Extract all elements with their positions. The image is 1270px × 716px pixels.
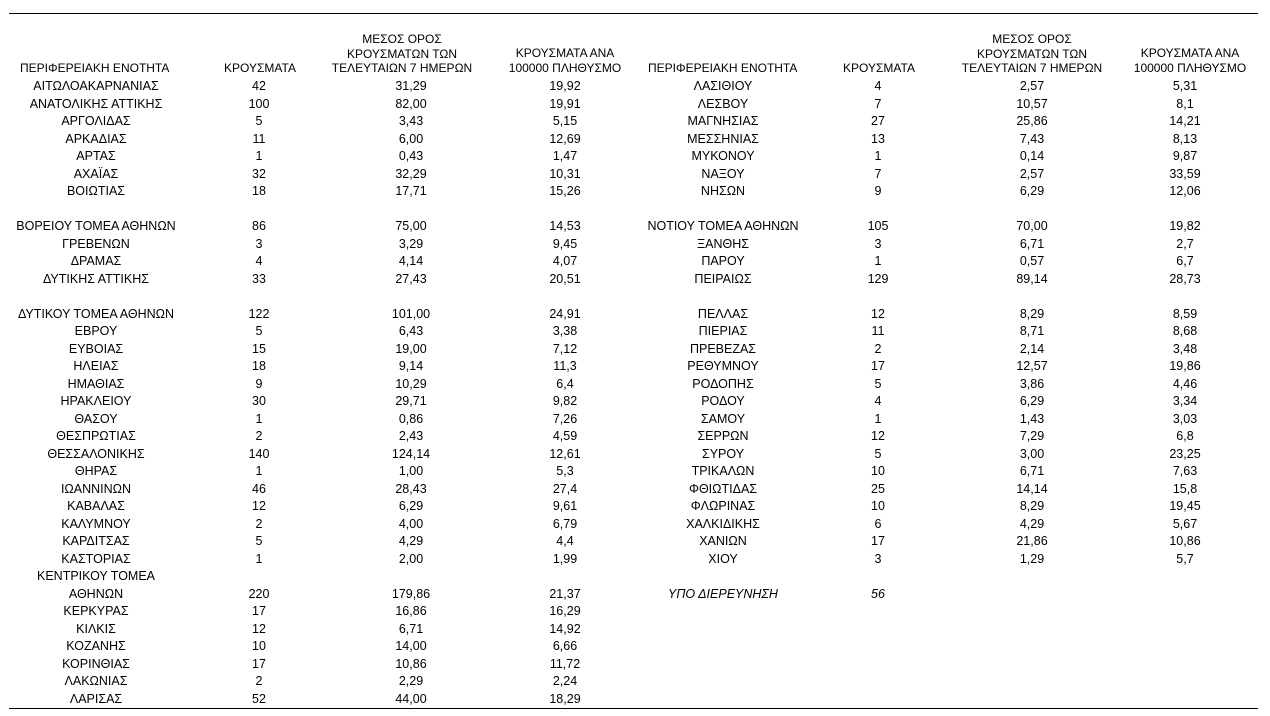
left-cell-cases: 11 xyxy=(252,131,266,146)
right-cell-avg7: 6,71 xyxy=(1019,236,1045,251)
left-cell-per100k: 9,61 xyxy=(552,499,578,513)
left-cell-per100k: 4,07 xyxy=(552,254,578,268)
left-cell-per100k: 3,38 xyxy=(552,324,578,338)
right-cell-avg7: 0,57 xyxy=(1019,254,1045,268)
left-cell-avg7: 9,14 xyxy=(398,359,424,373)
right-cell-region: ΛΕΣΒΟΥ xyxy=(697,96,749,111)
table-row xyxy=(0,201,1270,218)
left-cell-per100k: 16,29 xyxy=(549,604,581,618)
table-row xyxy=(0,656,1270,673)
left-cell-cases: 12 xyxy=(252,621,266,636)
left-cell-per100k: 6,4 xyxy=(556,376,574,391)
right-cell-region: ΤΡΙΚΑΛΩΝ xyxy=(691,464,755,478)
left-cell-region: ΘΕΣΣΑΛΟΝΙΚΗΣ xyxy=(47,446,145,461)
left-cell-region: ΑΙΤΩΛΟΑΚΑΡΝΑΝΙΑΣ xyxy=(33,79,159,93)
left-cell-per100k: 6,66 xyxy=(552,639,578,653)
right-cell-region: ΛΑΣΙΘΙΟΥ xyxy=(693,79,753,93)
right-cell-region: ΠΑΡΟΥ xyxy=(701,254,745,268)
left-cell-per100k: 19,92 xyxy=(549,79,581,93)
left-cell-avg7: 82,00 xyxy=(395,96,427,111)
left-cell-per100k: 14,53 xyxy=(549,219,581,233)
right-cell-per100k: 10,86 xyxy=(1169,534,1201,548)
right-cell-avg7: 8,71 xyxy=(1019,324,1045,338)
right-cell-cases: 3 xyxy=(874,551,882,566)
table-row xyxy=(0,306,1270,323)
left-cell-avg7: 14,00 xyxy=(395,639,427,653)
right-cell-region: ΦΛΩΡΙΝΑΣ xyxy=(690,499,756,513)
right-cell-avg7: 10,57 xyxy=(1016,96,1048,111)
table-row xyxy=(0,271,1270,288)
left-cell-cases: 5 xyxy=(255,324,263,338)
right-cell-per100k: 6,7 xyxy=(1176,254,1194,268)
left-cell-cases: 4 xyxy=(255,254,263,268)
right-cell-cases: 1 xyxy=(874,149,882,163)
right-cell-per100k: 3,48 xyxy=(1172,341,1198,356)
left-cell-cases: 46 xyxy=(252,481,266,496)
left-cell-region: ΗΛΕΙΑΣ xyxy=(73,359,119,373)
left-cell-cases: 42 xyxy=(252,79,266,93)
table-row xyxy=(0,131,1270,148)
right-cell-region: ΧΙΟΥ xyxy=(708,551,738,566)
table-row xyxy=(0,288,1270,305)
header-cases-left: ΚΡΟΥΣΜΑΤΑ xyxy=(224,61,296,75)
right-cell-region: ΣΥΡΟΥ xyxy=(701,446,745,461)
left-cell-avg7: 32,29 xyxy=(395,166,427,181)
right-cell-per100k: 5,31 xyxy=(1172,79,1198,93)
left-cell-per100k: 4,59 xyxy=(552,429,578,443)
right-cell-per100k: 15,8 xyxy=(1172,481,1198,496)
table-row xyxy=(0,463,1270,480)
left-cell-avg7: 19,00 xyxy=(395,341,427,356)
table-row xyxy=(0,96,1270,113)
left-cell-region: ΘΑΣΟΥ xyxy=(74,411,118,426)
left-cell-region: ΗΜΑΘΙΑΣ xyxy=(67,376,125,391)
table-row xyxy=(0,376,1270,393)
table-row xyxy=(0,603,1270,620)
left-cell-avg7: 29,71 xyxy=(395,394,427,408)
right-cell-cases: 10 xyxy=(871,499,885,513)
left-cell-cases: 1 xyxy=(255,464,263,478)
left-cell-per100k: 27,4 xyxy=(552,481,578,496)
left-cell-cases: 18 xyxy=(252,184,266,198)
right-cell-avg7: 2,57 xyxy=(1019,79,1045,93)
right-cell-per100k: 8,13 xyxy=(1172,131,1198,146)
table-row xyxy=(0,411,1270,428)
right-cell-region: ΣΑΜΟΥ xyxy=(700,411,746,426)
right-cell-cases: 5 xyxy=(874,446,882,461)
table-row xyxy=(0,358,1270,375)
right-cell-region: ΡΟΔΟΥ xyxy=(701,394,745,408)
right-cell-region: ΝΑΞΟΥ xyxy=(701,166,745,181)
table-row xyxy=(0,218,1270,235)
left-cell-cases: 1 xyxy=(255,551,263,566)
right-cell-per100k: 3,03 xyxy=(1172,411,1198,426)
right-cell-region: ΡΟΔΟΠΗΣ xyxy=(692,376,754,391)
right-cell-avg7: 7,29 xyxy=(1019,429,1045,443)
left-cell-per100k: 11,3 xyxy=(553,359,577,373)
right-cell-cases: 12 xyxy=(871,306,885,321)
left-cell-per100k: 19,91 xyxy=(549,96,581,111)
left-cell-cases: 10 xyxy=(252,639,266,653)
left-cell-avg7: 27,43 xyxy=(395,271,427,286)
left-cell-avg7: 4,14 xyxy=(398,254,424,268)
left-cell-per100k: 1,47 xyxy=(552,149,578,163)
bottom-rule xyxy=(9,708,1258,709)
table-row xyxy=(0,621,1270,638)
table-row xyxy=(0,166,1270,183)
right-cell-region: ΜΥΚΟΝΟΥ xyxy=(691,149,755,163)
right-cell-per100k: 12,06 xyxy=(1169,184,1201,198)
left-cell-region: ΚΟΖΑΝΗΣ xyxy=(66,639,126,653)
right-cell-avg7: 3,00 xyxy=(1019,446,1045,461)
right-cell-region: ΝΗΣΩΝ xyxy=(700,184,746,198)
left-cell-per100k: 20,51 xyxy=(549,271,581,286)
left-cell-cases: 30 xyxy=(252,394,266,408)
left-cell-cases: 33 xyxy=(252,271,266,286)
right-cell-avg7: 8,29 xyxy=(1019,306,1045,321)
header-cases-right: ΚΡΟΥΣΜΑΤΑ xyxy=(843,61,915,75)
right-cell-avg7: 12,57 xyxy=(1016,359,1048,373)
left-cell-region: ΓΡΕΒΕΝΩΝ xyxy=(62,236,130,251)
table-row xyxy=(0,481,1270,498)
left-cell-avg7: 1,00 xyxy=(398,464,424,478)
right-cell-per100k: 8,68 xyxy=(1172,324,1198,338)
top-rule xyxy=(9,13,1258,14)
right-cell-avg7: 7,43 xyxy=(1019,131,1045,146)
right-cell-cases: 6 xyxy=(874,516,882,531)
left-cell-cases: 12 xyxy=(252,499,266,513)
right-cell-per100k: 19,86 xyxy=(1169,359,1201,373)
left-cell-per100k: 6,79 xyxy=(552,516,578,531)
left-cell-avg7: 3,43 xyxy=(398,114,424,128)
left-cell-region: ΒΟΡΕΙΟΥ ΤΟΜΕΑ ΑΘΗΝΩΝ xyxy=(16,219,176,233)
left-cell-per100k: 15,26 xyxy=(549,184,581,198)
table-row xyxy=(0,568,1270,585)
header-region-right: ΠΕΡΙΦΕΡΕΙΑΚΗ ΕΝΟΤΗΤΑ xyxy=(648,61,798,75)
left-cell-per100k: 21,37 xyxy=(549,586,581,601)
left-cell-cases: 2 xyxy=(255,674,263,688)
left-cell-per100k: 5,3 xyxy=(556,464,574,478)
right-cell-region: ΝΟΤΙΟΥ ΤΟΜΕΑ ΑΘΗΝΩΝ xyxy=(647,219,799,233)
table-row xyxy=(0,586,1270,603)
right-cell-avg7: 8,29 xyxy=(1019,499,1045,513)
left-cell-per100k: 4,4 xyxy=(556,534,574,548)
left-cell-avg7: 0,43 xyxy=(398,149,424,163)
left-cell-cases: 86 xyxy=(252,219,266,233)
left-cell-region: ΒΟΙΩΤΙΑΣ xyxy=(66,184,126,198)
left-cell-cases: 15 xyxy=(252,341,266,356)
left-cell-cases: 100 xyxy=(248,96,270,111)
right-cell-cases: 5 xyxy=(874,376,882,391)
left-cell-avg7: 6,29 xyxy=(398,499,424,513)
header-avg7-left: ΜΕΣΟΣ ΟΡΟΣ ΚΡΟΥΣΜΑΤΩΝ ΤΩΝ ΤΕΛΕΥΤΑΙΩΝ 7 ΗΜΕΡΩΝ xyxy=(331,32,473,75)
table-row xyxy=(0,428,1270,445)
left-cell-region: ΑΧΑΪΑΣ xyxy=(73,166,119,181)
left-cell-per100k: 2,24 xyxy=(552,674,578,688)
right-cell-cases: 10 xyxy=(871,464,885,478)
right-cell-cases: 56 xyxy=(871,586,885,601)
right-cell-region: ΠΡΕΒΕΖΑΣ xyxy=(689,341,757,356)
left-cell-cases: 5 xyxy=(255,534,263,548)
right-cell-avg7: 6,29 xyxy=(1019,394,1045,408)
left-cell-per100k: 9,45 xyxy=(552,236,578,251)
right-cell-cases: 17 xyxy=(871,359,885,373)
left-cell-avg7: 4,00 xyxy=(398,516,424,531)
left-cell-region: ΑΝΑΤΟΛΙΚΗΣ ΑΤΤΙΚΗΣ xyxy=(29,96,163,111)
left-cell-cases: 9 xyxy=(255,376,263,391)
left-cell-cases: 220 xyxy=(248,586,270,601)
left-cell-avg7: 3,29 xyxy=(398,236,424,251)
right-cell-cases: 7 xyxy=(874,166,882,181)
left-cell-region: ΚΟΡΙΝΘΙΑΣ xyxy=(62,656,130,671)
table-row xyxy=(0,393,1270,410)
left-cell-cases: 3 xyxy=(255,236,263,251)
right-cell-avg7: 3,86 xyxy=(1019,376,1045,391)
table-row xyxy=(0,78,1270,95)
table-row xyxy=(0,341,1270,358)
right-cell-per100k: 23,25 xyxy=(1169,446,1201,461)
left-cell-avg7: 0,86 xyxy=(398,411,424,426)
right-cell-region: ΧΑΛΚΙΔΙΚΗΣ xyxy=(686,516,760,531)
left-cell-avg7: 28,43 xyxy=(395,481,427,496)
table-row xyxy=(0,446,1270,463)
right-cell-cases: 1 xyxy=(874,254,882,268)
left-cell-region: ΙΩΑΝΝΙΝΩΝ xyxy=(60,481,132,496)
right-cell-per100k: 5,67 xyxy=(1172,516,1198,531)
left-cell-avg7: 31,29 xyxy=(395,79,427,93)
left-cell-region: ΕΥΒΟΙΑΣ xyxy=(68,341,124,356)
left-cell-avg7: 44,00 xyxy=(395,691,427,706)
left-cell-region: ΚΙΛΚΙΣ xyxy=(76,621,116,636)
left-cell-cases: 140 xyxy=(248,446,270,461)
left-cell-region: ΚΑΣΤΟΡΙΑΣ xyxy=(61,551,131,566)
left-cell-per100k: 7,26 xyxy=(552,411,578,426)
left-cell-per100k: 11,72 xyxy=(549,656,581,671)
right-cell-per100k: 19,45 xyxy=(1169,499,1201,513)
table-row xyxy=(0,638,1270,655)
left-cell-per100k: 12,69 xyxy=(549,131,581,146)
right-cell-cases: 13 xyxy=(871,131,885,146)
right-cell-per100k: 5,7 xyxy=(1176,551,1194,566)
right-cell-per100k: 33,59 xyxy=(1169,166,1201,181)
right-cell-avg7: 2,14 xyxy=(1019,341,1045,356)
right-cell-avg7: 4,29 xyxy=(1019,516,1045,531)
left-cell-avg7: 75,00 xyxy=(395,219,427,233)
right-cell-cases: 2 xyxy=(874,341,882,356)
left-cell-per100k: 14,92 xyxy=(549,621,581,636)
right-cell-region: ΞΑΝΘΗΣ xyxy=(697,236,749,251)
left-cell-region: ΘΗΡΑΣ xyxy=(74,464,118,478)
right-cell-cases: 11 xyxy=(871,324,885,338)
left-cell-region: ΑΡΓΟΛΙΔΑΣ xyxy=(61,114,131,128)
right-cell-region: ΦΘΙΩΤΙΔΑΣ xyxy=(688,481,758,496)
right-cell-region: ΥΠΟ ΔΙΕΡΕΥΝΗΣΗ xyxy=(668,586,778,601)
table-row xyxy=(0,533,1270,550)
right-cell-cases: 129 xyxy=(867,271,889,286)
left-cell-region: ΚΕΝΤΡΙΚΟΥ ΤΟΜΕΑ xyxy=(37,569,155,583)
table-row xyxy=(0,516,1270,533)
left-cell-avg7: 10,29 xyxy=(395,376,427,391)
left-cell-cases: 1 xyxy=(255,411,263,426)
right-cell-region: ΜΑΓΝΗΣΙΑΣ xyxy=(687,114,759,128)
right-cell-cases: 12 xyxy=(871,429,885,443)
table-row xyxy=(0,113,1270,130)
left-cell-cases: 18 xyxy=(252,359,266,373)
table-row xyxy=(0,253,1270,270)
right-cell-avg7: 70,00 xyxy=(1016,219,1048,233)
header-avg7-right: ΜΕΣΟΣ ΟΡΟΣ ΚΡΟΥΣΜΑΤΩΝ ΤΩΝ ΤΕΛΕΥΤΑΙΩΝ 7 ΗΜΕΡΩΝ xyxy=(961,32,1103,75)
header-per100k-right: ΚΡΟΥΣΜΑΤΑ ΑΝΑ 100000 ΠΛΗΘΥΣΜΟ xyxy=(1133,46,1247,75)
left-cell-avg7: 17,71 xyxy=(395,184,427,198)
left-cell-avg7: 6,43 xyxy=(398,324,424,338)
left-cell-avg7: 2,00 xyxy=(398,551,424,566)
right-cell-avg7: 6,29 xyxy=(1019,184,1045,198)
left-cell-region: ΚΑΒΑΛΑΣ xyxy=(67,499,125,513)
left-cell-per100k: 9,82 xyxy=(552,394,578,408)
right-cell-per100k: 7,63 xyxy=(1172,464,1198,478)
right-cell-region: ΠΕΙΡΑΙΩΣ xyxy=(694,271,752,286)
left-cell-region: ΑΘΗΝΩΝ xyxy=(68,586,124,601)
left-cell-cases: 17 xyxy=(252,604,266,618)
right-cell-cases: 25 xyxy=(871,481,885,496)
left-cell-per100k: 12,61 xyxy=(549,446,581,461)
table-row xyxy=(0,323,1270,340)
left-cell-per100k: 7,12 xyxy=(552,341,578,356)
header-per100k-left: ΚΡΟΥΣΜΑΤΑ ΑΝΑ 100000 ΠΛΗΘΥΣΜΟ xyxy=(508,46,622,75)
left-cell-region: ΑΡΤΑΣ xyxy=(76,149,116,163)
table-row xyxy=(0,673,1270,690)
left-cell-cases: 32 xyxy=(252,166,266,181)
right-cell-avg7: 0,14 xyxy=(1019,149,1045,163)
right-cell-avg7: 1,43 xyxy=(1019,411,1045,426)
left-cell-per100k: 1,99 xyxy=(552,551,578,566)
left-cell-avg7: 6,71 xyxy=(398,621,424,636)
left-cell-avg7: 124,14 xyxy=(391,446,431,461)
left-cell-region: ΚΑΡΔΙΤΣΑΣ xyxy=(62,534,130,548)
left-cell-region: ΚΕΡΚΥΡΑΣ xyxy=(63,604,129,618)
table-row xyxy=(0,551,1270,568)
left-cell-cases: 17 xyxy=(252,656,266,671)
right-cell-cases: 9 xyxy=(874,184,882,198)
right-cell-cases: 4 xyxy=(874,79,882,93)
right-cell-per100k: 14,21 xyxy=(1169,114,1201,128)
right-cell-per100k: 8,59 xyxy=(1172,306,1198,321)
left-cell-per100k: 18,29 xyxy=(549,691,581,706)
right-cell-region: ΧΑΝΙΩΝ xyxy=(699,534,747,548)
right-cell-per100k: 9,87 xyxy=(1172,149,1198,163)
left-cell-avg7: 2,29 xyxy=(398,674,424,688)
left-cell-avg7: 10,86 xyxy=(395,656,427,671)
left-cell-cases: 2 xyxy=(255,516,263,531)
right-cell-per100k: 8,1 xyxy=(1176,96,1194,111)
left-cell-region: ΘΕΣΠΡΩΤΙΑΣ xyxy=(56,429,136,443)
right-cell-cases: 7 xyxy=(874,96,882,111)
left-cell-region: ΚΑΛΥΜΝΟΥ xyxy=(61,516,131,531)
right-cell-avg7: 14,14 xyxy=(1016,481,1048,496)
table-row xyxy=(0,236,1270,253)
header-region-left: ΠΕΡΙΦΕΡΕΙΑΚΗ ΕΝΟΤΗΤΑ xyxy=(20,61,170,75)
right-cell-cases: 27 xyxy=(871,114,885,128)
right-cell-per100k: 28,73 xyxy=(1169,271,1201,286)
right-cell-per100k: 3,34 xyxy=(1172,394,1198,408)
right-cell-avg7: 6,71 xyxy=(1019,464,1045,478)
right-cell-region: ΡΕΘΥΜΝΟΥ xyxy=(687,359,759,373)
left-cell-avg7: 6,00 xyxy=(398,131,424,146)
left-cell-region: ΔΥΤΙΚΗΣ ΑΤΤΙΚΗΣ xyxy=(43,271,149,286)
left-cell-avg7: 2,43 xyxy=(398,429,424,443)
left-cell-cases: 122 xyxy=(248,306,270,321)
left-cell-avg7: 179,86 xyxy=(391,586,431,601)
right-cell-per100k: 6,8 xyxy=(1176,429,1194,443)
table-row xyxy=(0,691,1270,708)
left-cell-avg7: 101,00 xyxy=(391,306,431,321)
left-cell-per100k: 10,31 xyxy=(549,166,581,181)
left-cell-avg7: 16,86 xyxy=(395,604,427,618)
left-cell-per100k: 5,15 xyxy=(552,114,578,128)
right-cell-region: ΣΕΡΡΩΝ xyxy=(697,429,749,443)
right-cell-avg7: 25,86 xyxy=(1016,114,1048,128)
left-cell-per100k: 24,91 xyxy=(549,306,581,321)
left-cell-region: ΕΒΡΟΥ xyxy=(74,324,118,338)
right-cell-cases: 105 xyxy=(867,219,889,233)
right-cell-per100k: 19,82 xyxy=(1169,219,1201,233)
right-cell-cases: 4 xyxy=(874,394,882,408)
left-cell-cases: 1 xyxy=(255,149,263,163)
right-cell-avg7: 1,29 xyxy=(1019,551,1045,566)
right-cell-region: ΜΕΣΣΗΝΙΑΣ xyxy=(687,131,759,146)
left-cell-region: ΔΥΤΙΚΟΥ ΤΟΜΕΑ ΑΘΗΝΩΝ xyxy=(17,306,175,321)
right-cell-cases: 3 xyxy=(874,236,882,251)
left-cell-cases: 2 xyxy=(255,429,263,443)
left-cell-region: ΔΡΑΜΑΣ xyxy=(70,254,122,268)
right-cell-region: ΠΕΛΛΑΣ xyxy=(697,306,749,321)
right-cell-avg7: 2,57 xyxy=(1019,166,1045,181)
table-row xyxy=(0,498,1270,515)
left-cell-region: ΗΡΑΚΛΕΙΟΥ xyxy=(60,394,132,408)
table-row xyxy=(0,148,1270,165)
right-cell-cases: 17 xyxy=(871,534,885,548)
left-cell-avg7: 4,29 xyxy=(398,534,424,548)
left-cell-cases: 5 xyxy=(255,114,263,128)
right-cell-per100k: 2,7 xyxy=(1176,236,1194,251)
right-cell-cases: 1 xyxy=(874,411,882,426)
right-cell-per100k: 4,46 xyxy=(1172,376,1198,391)
left-cell-region: ΛΑΡΙΣΑΣ xyxy=(69,691,123,706)
right-cell-avg7: 89,14 xyxy=(1016,271,1048,286)
table-row xyxy=(0,183,1270,200)
right-cell-avg7: 21,86 xyxy=(1016,534,1048,548)
left-cell-region: ΑΡΚΑΔΙΑΣ xyxy=(65,131,127,146)
left-cell-cases: 52 xyxy=(252,691,266,706)
right-cell-region: ΠΙΕΡΙΑΣ xyxy=(698,324,748,338)
left-cell-region: ΛΑΚΩΝΙΑΣ xyxy=(64,674,128,688)
